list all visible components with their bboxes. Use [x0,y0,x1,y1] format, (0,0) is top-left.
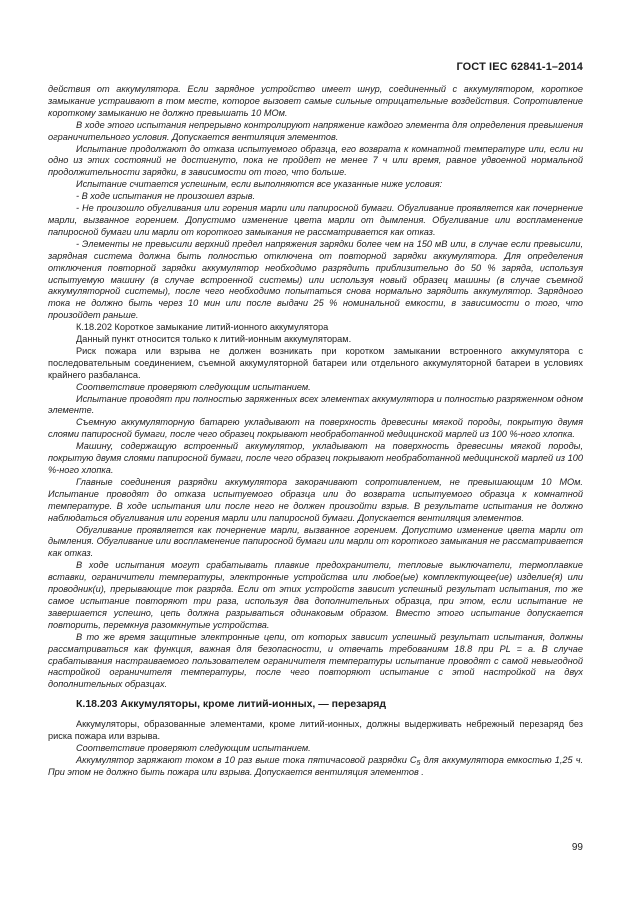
paragraph: Соответствие проверяют следующим испытанием. [76,381,311,392]
page-number: 99 [571,842,583,853]
paragraph [48,755,583,779]
paragraph: действия от аккумулятора. Если зарядное устройство имеет шнур, соединенный с аккумулятором, короткое замыкание устраивают в том месте, которое вызовет самые сильные отрицательные воздействия. Сопротивление короткому замыканию не должно превышать 10 МОм. [48,84,583,118]
list-item: - В ходе испытания не произошел взрыв. [76,191,256,202]
section-heading: К.18.203 Аккумуляторы, кроме литий-ионных, — перезаряд [76,698,387,711]
paragraph: Данный пункт относится только к литий-ионным аккумуляторам. [76,334,352,345]
document-header: ГОСТ IEC 62841-1–2014 [456,61,583,73]
paragraph: Главные соединения разрядки аккумулятора закорачивают сопротивлением, не превышающим 10 МОм. Испытание проводят до отказа испытуемого образца или до возврата испытуемого образца к комнатной температуре. В ходе испытания или после него не должен произойти взрыв. В результате испытания не должно наблюдаться обугливания или горения марли или папиросной бумаги. Допускается вентиляция элементов. [48,476,583,523]
paragraph: Испытание проводят при полностью заряженных всех элементах аккумулятора и полностью разряженном одном элементе. [48,393,583,416]
section-heading: К.18.202 Короткое замыкание литий-ионного аккумулятора [76,322,329,333]
paragraph: В то же время защитные электронные цепи, от которых зависит успешный результат испытания, должны рассматриваться как функция, важная для безопасности, и отвечать требованиям 18.8 при PL = a. В случае срабатывания настраиваемого пользователем ограничителя температуры испытание проводят с самой невыгодной настройкой ограничителя температуры, после чего повторяют испытание с этой настройкой на двух дополнительных образцах. [48,631,583,690]
paragraph: Аккумуляторы, образованные элементами, кроме литий-ионных, должны выдерживать небрежный перезаряд без риска пожара или взрыва. [48,719,583,742]
paragraph: В ходе испытания могут срабатывать плавкие предохранители, тепловые выключатели, термоплавкие вставки, ограничители температуры, электронные устройства или любое(ые) комплектующее(ие) изделие(я) или проводник(и), прерывающие ток разряда. Если от этих устройств зависит успешный результат испытания, то же самое испытание повторяют три раза, используя два дополнительных образца, при этом, если испытание не завершается успешно, цепь должна разрываться одинаковым образом. Вместо этого испытание допускается повторить, перемкнув разомкнутые устройства. [48,560,583,630]
list-item: - Не произошло обугливания или горения марли или папиросной бумаги. Обугливание проявляется как почернение марли, вызванное горением. Допустимо изменение цвета марли от дымления. Обугливание или воспламенение папиросной бумаги или марли от короткого замыкания не рассматривается как отказ. [48,203,583,237]
paragraph: В ходе этого испытания непрерывно контролируют напряжение каждого элемента для определения превышения ограничительного условия. Допускается вентиляция элементов. [48,119,583,142]
list-item: - Элементы не превысили верхний предел напряжения зарядки более чем на 150 мВ или, в случае если превысили, зарядная система должна быть полностью отключена от повторной зарядки аккумулятора. Для определения отключения повторной зарядки аккумулятор необходимо разрядить приблизительно до 50 % заряда, используя испытуемую машину (в случае встроенной системы) или используя новый образец машины (в случае съемной аккумуляторной системы), после чего необходимо попытаться снова нормально зарядить аккумулятор. Зарядного тока не должно быть через 10 мин или после выдачи 25 % номинальной емкости, в зависимости о того, что произойдет раньше. [48,238,583,321]
paragraph: Испытание продолжают до отказа испытуемого образца, его возврата к комнатной температуре или, если ни одно из этих состояний не достигнуто, пока не пройдет не менее 7 ч или время, равное удвоенной нормальной продолжительности зарядки, в зависимости от того, что больше. [48,143,583,178]
paragraph: Испытание считается успешным, если выполняются все указанные ниже условия: [76,179,443,190]
text-run: Аккумулятор заряжают током в 10 раз выше тока пятичасовой разрядки С [76,754,417,765]
paragraph: Машину, содержащую встроенный аккумулятор, укладывают на поверхность древесины мягкой породы, покрытую двумя слоями папиросной бумаги, после чего образец покрывают необработанной медицинской марлей из 100 %-ного хлопка. [48,441,583,475]
subscript: 5 [416,759,421,767]
paragraph: Риск пожара или взрыва не должен возникать при коротком замыкании встроенного аккумулятора с последовательным соединением, съемной аккумуляторной батареи или отдельного аккумуляторной батареи в условиях крайнего разбаланса. [48,345,583,380]
paragraph: Соответствие проверяют следующим испытанием. [76,742,311,753]
text-run: для аккумулятора емкостью 1,25 ч. При этом не должно быть пожара или взрыва. Допускается вентиляция элементов . [48,754,583,777]
document-body [48,84,583,779]
paragraph: Обугливание проявляется как почернение марли, вызванное горением. Допустимо изменение цвета марли от дымления. Обугливание или воспламенение папиросной бумаги или марли от короткого замыкания не рассматривается как отказ. [48,524,583,559]
paragraph: Съемную аккумуляторную батарею укладывают на поверхность древесины мягкой породы, покрытую двумя слоями папиросной бумаги, после чего образец покрывают необработанной медицинской марлей из 100 %-ного хлопка. [48,417,583,440]
